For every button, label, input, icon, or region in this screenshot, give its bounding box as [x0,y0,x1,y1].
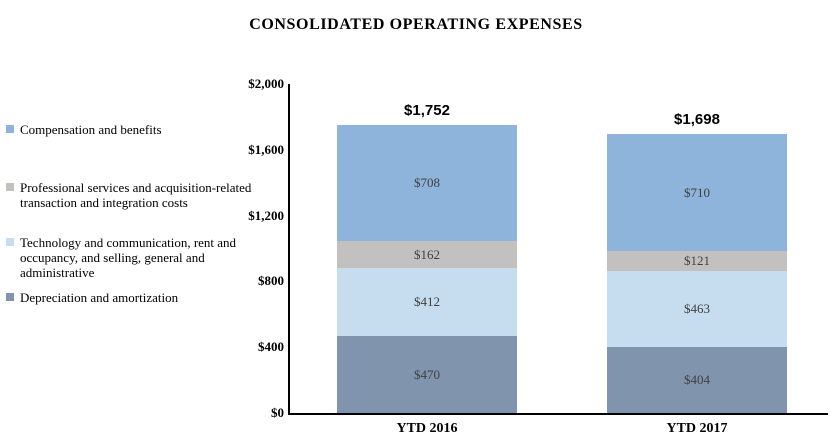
y-axis-tick-label: $2,000 [248,76,284,91]
segment-value-label: $121 [684,253,710,268]
segment-value-label: $412 [414,294,440,309]
bar-segment [607,251,787,271]
bar-segment [337,241,517,268]
y-axis-tick-label: $0 [271,405,284,420]
chart-title: CONSOLIDATED OPERATING EXPENSES [249,16,583,33]
legend-item [6,180,258,210]
bar-segment [337,336,517,413]
y-axis-tick-label: $1,200 [248,208,284,223]
segment-value-label: $404 [684,372,710,387]
legend-swatch-icon [6,183,14,191]
segment-value-label: $710 [684,185,710,200]
stacked-bar-ytd-2017 [607,134,787,413]
y-axis-line [288,84,290,415]
segment-value-label: $162 [414,247,440,262]
y-axis-tick-label: $400 [258,339,284,354]
legend-swatch-icon [6,293,14,301]
legend-item [6,122,258,137]
x-axis-category-label: YTD 2016 [396,421,458,436]
segment-value-label: $463 [684,301,710,316]
stacked-bar-ytd-2016 [337,125,517,413]
legend-item-label: Professional services and acquisition-related transaction and integration costs [20,180,252,210]
legend-item-label: Technology and communication, rent and occupancy, and selling, general and administrative [20,235,237,280]
segment-value-label: $708 [414,175,440,190]
legend-item [6,290,258,305]
bar-segment [607,271,787,347]
x-axis-category-label: YTD 2017 [666,421,728,436]
legend-swatch-icon [6,125,14,133]
y-axis-tick-label: $1,600 [248,142,284,157]
bar-segment [607,134,787,251]
bar-segment [337,268,517,336]
bar-total-label: $1,698 [674,111,720,128]
bar-segment [607,347,787,413]
segment-value-label: $470 [414,367,440,382]
bar-segment [337,125,517,241]
x-axis-line [288,413,828,415]
bar-total-label: $1,752 [404,102,450,119]
legend-item-label: Compensation and benefits [20,122,162,137]
y-axis-tick-label: $800 [258,273,284,288]
legend-swatch-icon [6,238,14,246]
legend-item-label: Depreciation and amortization [20,290,179,305]
plot-area [290,84,828,436]
